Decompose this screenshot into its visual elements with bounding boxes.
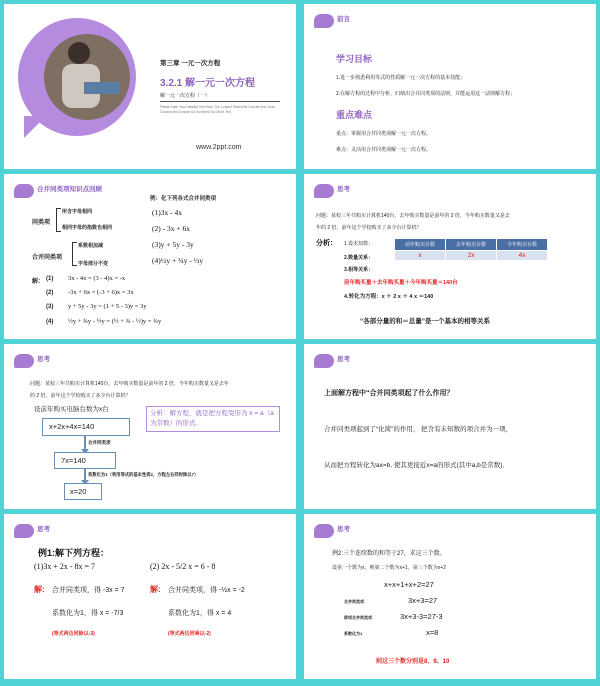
slide-review[interactable] xyxy=(4,174,296,339)
badge-label: 思考 xyxy=(337,356,350,363)
badge-label: 前言 xyxy=(337,16,350,23)
badge-label: 思考 xyxy=(337,526,350,533)
equation-1: (1)3x + 2x - 8x = 7 xyxy=(34,562,96,571)
solution-3: y + 5y - 3y = (1 + 5 - 3)y = 3y xyxy=(68,303,147,310)
goal-item-2: 2.在解方程的过程中分析，归纳出合并同类项的法则，并能运用这一法则解方程； xyxy=(336,91,516,97)
slide-title-text: 3.2.1 解一元一次方程 xyxy=(160,78,256,89)
step-3: x=20 xyxy=(70,487,87,496)
solution-label-1: 解: xyxy=(34,585,45,594)
english-text: Please Enter Your Detailed Text Here, The Content Should Be Concise And Clear, Concise And Concise Do Not Need Too Much Text xyxy=(160,105,276,114)
badge-icon xyxy=(314,184,334,198)
arrow-down-icon xyxy=(84,435,86,450)
step-1-note: 合并同类项 xyxy=(88,440,111,445)
table-cell: 2x xyxy=(446,251,497,261)
goal-heading: 学习目标 xyxy=(336,54,373,64)
badge-label: 思考 xyxy=(337,186,350,193)
solution-2: -3x + 6x = (-3 + 6)x = 3x xyxy=(68,289,134,296)
question-text: 上面解方程中“合并同类项起了什么作用？ xyxy=(324,390,454,397)
badge-label: 思考 xyxy=(37,356,50,363)
combine-label: 合并同类项 xyxy=(32,255,63,261)
example-3: (3)y + 5y - 3y xyxy=(152,240,194,249)
equation-2: 3x+3=27 xyxy=(408,596,438,605)
slide-reflection[interactable] xyxy=(304,344,596,509)
analysis-callout: 分析：解方程，就是把方程变形为 x = a（a为常数）的形式. xyxy=(146,406,280,432)
solution-4: ½y + ¾y - ½y = (½ + ¾ - ½)y = ¾y xyxy=(68,318,162,325)
conclusion-text: “各部分量的和＝总量”是一个基本的相等关系 xyxy=(360,318,490,325)
solution-1-step-a: 合并同类项，得 -3x = 7 xyxy=(52,587,125,594)
equation-1: x+x+1+x+2=27 xyxy=(384,580,434,589)
quantity-table xyxy=(394,238,548,261)
step-1: x+2x+4x=140 xyxy=(49,422,95,431)
solution-1-note: (等式两边同除以-3) xyxy=(52,631,95,637)
problem-text: 问题：某校三年共购买计算机140台，去年购买数量是前年的 2 倍，今年购买数量又是去年 xyxy=(30,381,229,387)
table-header: 前年购买台数 xyxy=(395,239,446,251)
step-label-3: 移项合并同类项 xyxy=(344,615,372,620)
example-intro: 例：化下列各式合并同类项 xyxy=(150,196,217,202)
step-2-note: 系数化为1（利用等式的基本性质2，方程左右同时除以7） xyxy=(88,472,199,477)
like-terms-item-2: 相同字母的指数也相同 xyxy=(62,225,113,231)
step-1: 1.设未知数： xyxy=(344,241,374,247)
solution-label: 解： xyxy=(32,279,45,285)
solution-2-step-b: 系数化为1，得 x = 4 xyxy=(168,610,232,617)
problem-text: 问题：某校三年共购买计算机140台，去年购买数量是前年的 2 倍，今年购买数量又是去 xyxy=(316,213,510,219)
solution-1: 3x - 4x = (3 - 4)x = -x xyxy=(68,275,126,282)
step-label-2: 合并同类项 xyxy=(344,599,364,604)
badge-icon xyxy=(14,184,34,198)
key-item-1: 重点：掌握用合并同类项解一元一次方程。 xyxy=(336,131,432,137)
slide-title[interactable] xyxy=(4,4,296,169)
key-heading: 重点难点 xyxy=(336,110,373,120)
answer-text: 则这三个数分别是8、9、10 xyxy=(376,659,450,665)
subtitle-underline xyxy=(160,101,280,102)
setup-text: 设第一个数为x，则第二个数为x+1，第三个数为x+2 xyxy=(332,565,446,571)
analysis-label: 分析： xyxy=(316,240,337,247)
slide-analysis[interactable] xyxy=(304,174,596,339)
table-header: 今年购买台数 xyxy=(497,239,548,251)
equation-3: 3x+3-3=27-3 xyxy=(400,612,443,621)
brace-combine xyxy=(72,242,77,266)
arrow-down-icon xyxy=(84,468,86,481)
badge-label: 合并同类项知识点回顾 xyxy=(37,186,102,193)
badge-label: 思考 xyxy=(37,526,50,533)
step-label-4: 系数化为1 xyxy=(344,631,363,636)
like-terms-item-1: 所含字母相同 xyxy=(62,209,93,215)
solution-4-num: (4) xyxy=(46,319,54,325)
website-url[interactable]: www.2ppt.com xyxy=(196,144,242,151)
step-box-1 xyxy=(42,418,130,436)
step-box-2 xyxy=(54,452,116,469)
solution-2-num: (2) xyxy=(46,290,54,296)
explanation-line-1: 合并同类项起到了“化简”的作用， 把含有未知数的项合并为一项， xyxy=(324,426,513,433)
step-box-3 xyxy=(64,483,102,500)
badge-icon xyxy=(314,14,334,28)
goal-item-1: 1.进一步熟悉利用等式的性质解一元一次方程的基本技能； xyxy=(336,75,466,81)
slide-preface[interactable] xyxy=(304,4,596,169)
chapter-label: 第三章 一元一次方程 xyxy=(160,60,221,67)
problem-text: 例2:三个连续数的和等于27，求这三个数。 xyxy=(332,551,446,557)
like-terms-label: 同类项 xyxy=(32,220,51,226)
slide-example-2[interactable] xyxy=(304,514,596,679)
slide-subtitle: 解一元一次方程（一） xyxy=(160,93,211,99)
problem-text-2: 年的 2 倍，前年这个学校购买了多少台计算机？ xyxy=(316,225,422,231)
solution-3-num: (3) xyxy=(46,304,54,310)
equation-2: (2) 2x - 5/2 x = 6 - 8 xyxy=(150,562,216,571)
key-item-2: 难点：灵活用合并同类项解一元一次方程。 xyxy=(336,147,432,153)
photo-reader xyxy=(44,34,130,120)
slide-example-1[interactable] xyxy=(4,514,296,679)
slide-flow[interactable] xyxy=(4,344,296,509)
solution-2-note: (等式两边同乘以-2) xyxy=(168,631,211,637)
solution-label-2: 解: xyxy=(150,585,161,594)
badge-icon xyxy=(14,354,34,368)
badge-icon xyxy=(314,354,334,368)
setup-text: 设前年购买电脑台数为x台 xyxy=(34,406,109,413)
table-cell: 4x xyxy=(497,251,548,261)
solution-2-step-a: 合并同类项，得 -½x = -2 xyxy=(168,587,245,594)
badge-icon xyxy=(314,524,334,538)
brace-like-terms xyxy=(56,208,61,232)
combine-item-2: 字母部分不变 xyxy=(78,261,109,267)
step-2: 2.数量关系： xyxy=(344,255,374,261)
step-3: 3.相等关系： xyxy=(344,267,374,273)
combine-item-1: 系数相加减 xyxy=(78,243,104,249)
equation-text: 4.转化为方程：x ＋ 2 x ＋ 4 x ＝140 xyxy=(344,294,434,300)
explanation-line-2: 从而把方程转化为ax=b, 使其更接近x=a的形式(其中a,b是常数)． xyxy=(324,462,509,469)
example-2: (2) - 3x + 6x xyxy=(152,224,190,233)
example-1: (1)3x - 4x xyxy=(152,208,182,217)
problem-text-2: 的 2 倍，前年这个学校购买了多少台计算机？ xyxy=(30,393,131,399)
step-2: 7x=140 xyxy=(61,456,86,465)
decorative-bubble-tail xyxy=(24,116,46,138)
table-header: 去年购买台数 xyxy=(446,239,497,251)
example-title: 例1:解下列方程： xyxy=(38,548,110,558)
example-4: (4)½y + ¾y - ½y xyxy=(152,256,204,265)
equation-4: x=8 xyxy=(426,628,439,637)
table-cell: x xyxy=(395,251,446,261)
relation-text: 前年购买量＋去年购买量＋今年购买量＝140台 xyxy=(344,280,458,286)
solution-1-num: (1) xyxy=(46,276,54,282)
badge-icon xyxy=(14,524,34,538)
solution-1-step-b: 系数化为1，得 x = -7/3 xyxy=(52,610,124,617)
